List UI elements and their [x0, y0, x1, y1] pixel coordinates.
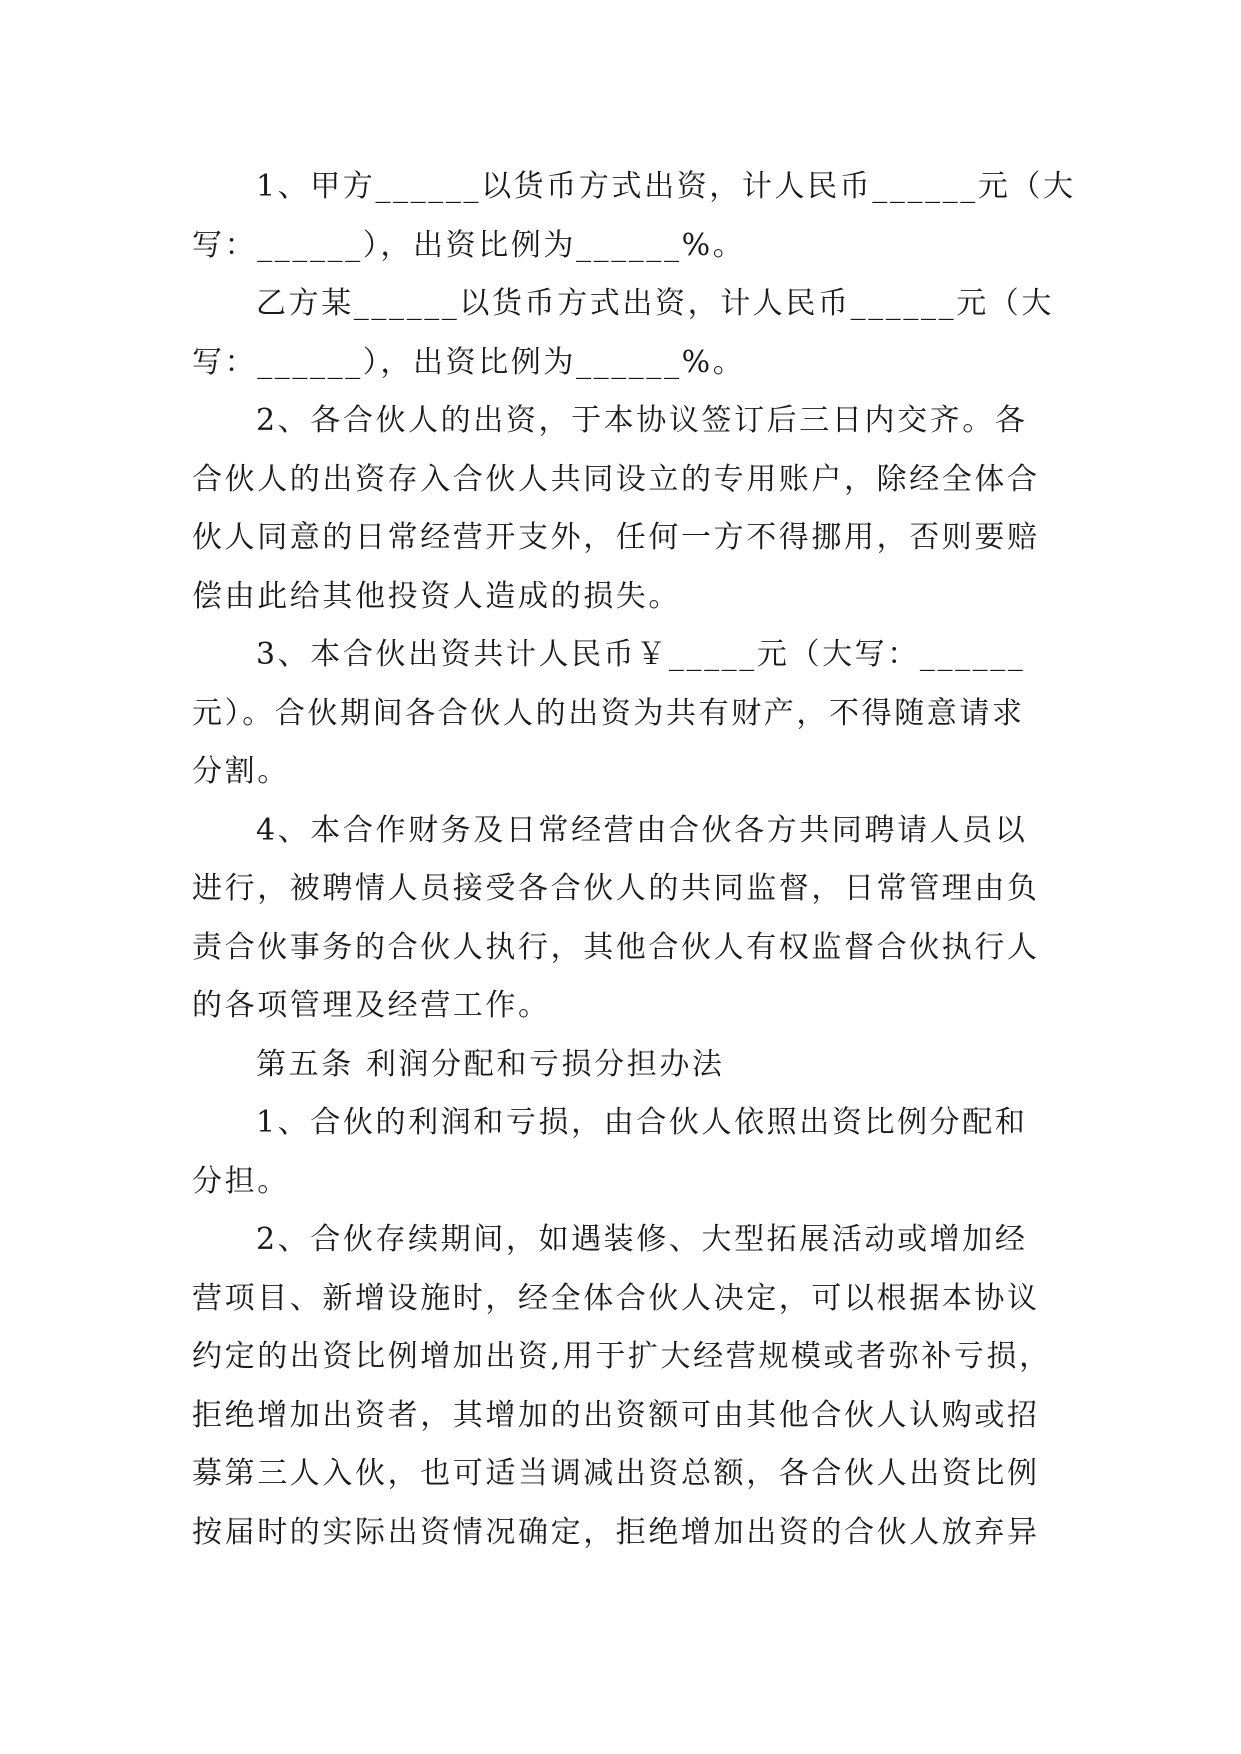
paragraph-profit-loss-sharing: [192, 1094, 1062, 1211]
paragraph-additional-contribution: [192, 1211, 1062, 1562]
text-line: 分担。: [192, 1163, 290, 1199]
article-five-heading: 第五条 利润分配和亏损分担办法: [256, 1046, 725, 1082]
text-line: 按届时的实际出资情况确定，拒绝增加出资的合伙人放弃异: [192, 1514, 1040, 1550]
paragraph-contribution-deadline: [192, 392, 1062, 626]
text-line: 偿由此给其他投资人造成的损失。: [192, 578, 681, 614]
text-line: 写：______），出资比例为______%。: [192, 227, 746, 263]
document-page: [192, 158, 1076, 1562]
paragraph-financial-management: [192, 802, 1062, 1036]
text-line: 伙人同意的日常经营开支外，任何一方不得挪用，否则要赔: [192, 520, 1040, 555]
paragraph-party-b-contribution: [192, 275, 1062, 392]
paragraph-total-contribution: [192, 626, 1062, 802]
text-line: 元）。合伙期间各合伙人的出资为共有财产，不得随意请求: [192, 695, 1025, 731]
text-line: 1、合伙的利润和亏损，由合伙人依照出资比例分配和: [256, 1105, 1028, 1140]
text-line: 2、合伙存续期间，如遇装修、大型拓展活动或增加经: [256, 1222, 1028, 1257]
text-line: 责合伙事务的合伙人执行，其他合伙人有权监督合伙执行人: [192, 929, 1040, 965]
text-line: 营项目、新增设施时，经全体合伙人决定，可以根据本协议: [192, 1280, 1040, 1316]
text-line: 拒绝增加出资者，其增加的出资额可由其他合伙人认购或招: [192, 1397, 1040, 1433]
text-line: 4、本合作财务及日常经营由合伙各方共同聘请人员以: [256, 812, 1028, 848]
text-line: 合伙人的出资存入合伙人共同设立的专用账户，除经全体合: [192, 461, 1040, 497]
text-line: 1、甲方______以货币方式出资，计人民币______元（大: [256, 169, 1076, 204]
text-line: 2、各合伙人的出资，于本协议签订后三日内交齐。各: [256, 403, 1028, 438]
text-line: 写：______），出资比例为______%。: [192, 344, 746, 380]
text-line: 分割。: [192, 754, 290, 789]
paragraph-party-a-contribution: [192, 158, 1076, 275]
text-line: 约定的出资比例增加出资,用于扩大经营规模或者弥补亏损，: [192, 1339, 1052, 1374]
text-line: 的各项管理及经营工作。: [192, 988, 551, 1023]
text-line: 3、本合伙出资共计人民币￥_____元（大写：______: [256, 637, 1026, 672]
text-line: 募第三人入伙，也可适当调减出资总额，各合伙人出资比例: [192, 1456, 1040, 1491]
text-line: 乙方某______以货币方式出资，计人民币______元（大: [256, 286, 1054, 321]
text-line: 进行，被聘情人员接受各合伙人的共同监督，日常管理由负: [192, 871, 1040, 906]
